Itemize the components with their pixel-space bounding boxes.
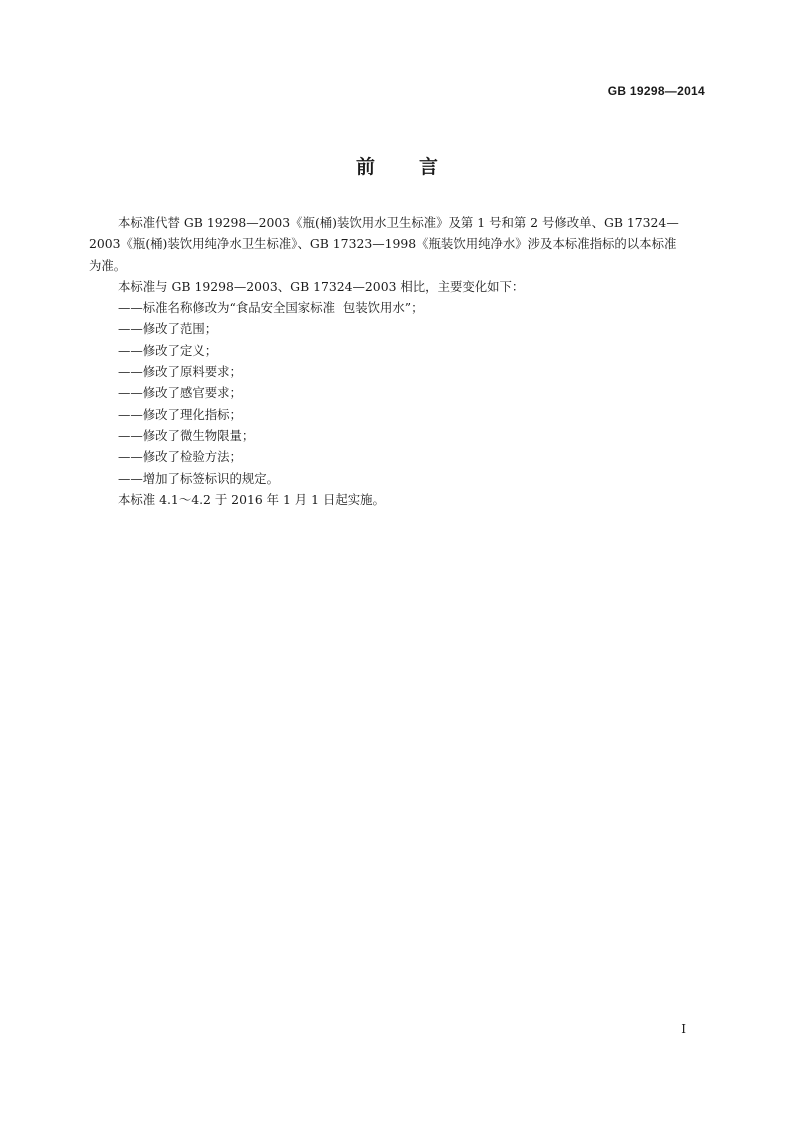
- page-title: [0, 152, 794, 179]
- list-item: ——修改了微生物限量；: [118, 427, 255, 443]
- paragraph-effective-date: 本标准 4.1～4.2 于 2016 年 1 月 1 日起实施。: [118, 491, 385, 507]
- paragraph-replacement-line-1: 本标准代替 GB 19298—2003《瓶(桶)装饮用水卫生标准》及第 1 号和第 2 号修改单、GB 17324—: [118, 215, 679, 230]
- list-item: ——修改了原料要求；: [118, 364, 242, 380]
- list-item: ——修改了范围；: [118, 321, 218, 337]
- list-item: ——修改了定义；: [118, 342, 218, 358]
- paragraph-replacement-line-2: 2003《瓶(桶)装饮用纯净水卫生标准》、GB 17323—1998《瓶装饮用纯净水》涉及本标准指标的以本标准: [89, 236, 677, 252]
- list-item: ——增加了标签标识的规定。: [118, 470, 280, 486]
- title-part-2: 言: [419, 156, 439, 178]
- list-item: ——修改了感官要求；: [118, 385, 242, 401]
- document-body: [89, 212, 705, 510]
- standard-number: GB 19298—2014: [607, 84, 705, 98]
- page-number: I: [681, 1022, 686, 1036]
- list-item: ——标准名称修改为“食品安全国家标准 包装饮用水”；: [118, 300, 424, 316]
- list-item: ——修改了理化指标；: [118, 406, 242, 422]
- paragraph-changes-intro: 本标准与 GB 19298—2003、GB 17324—2003 相比，主要变化如下：: [118, 278, 525, 294]
- paragraph-replacement-line-3: 为准。: [89, 257, 127, 273]
- title-part-1: 前: [355, 156, 375, 178]
- list-item: ——修改了检验方法；: [118, 449, 242, 465]
